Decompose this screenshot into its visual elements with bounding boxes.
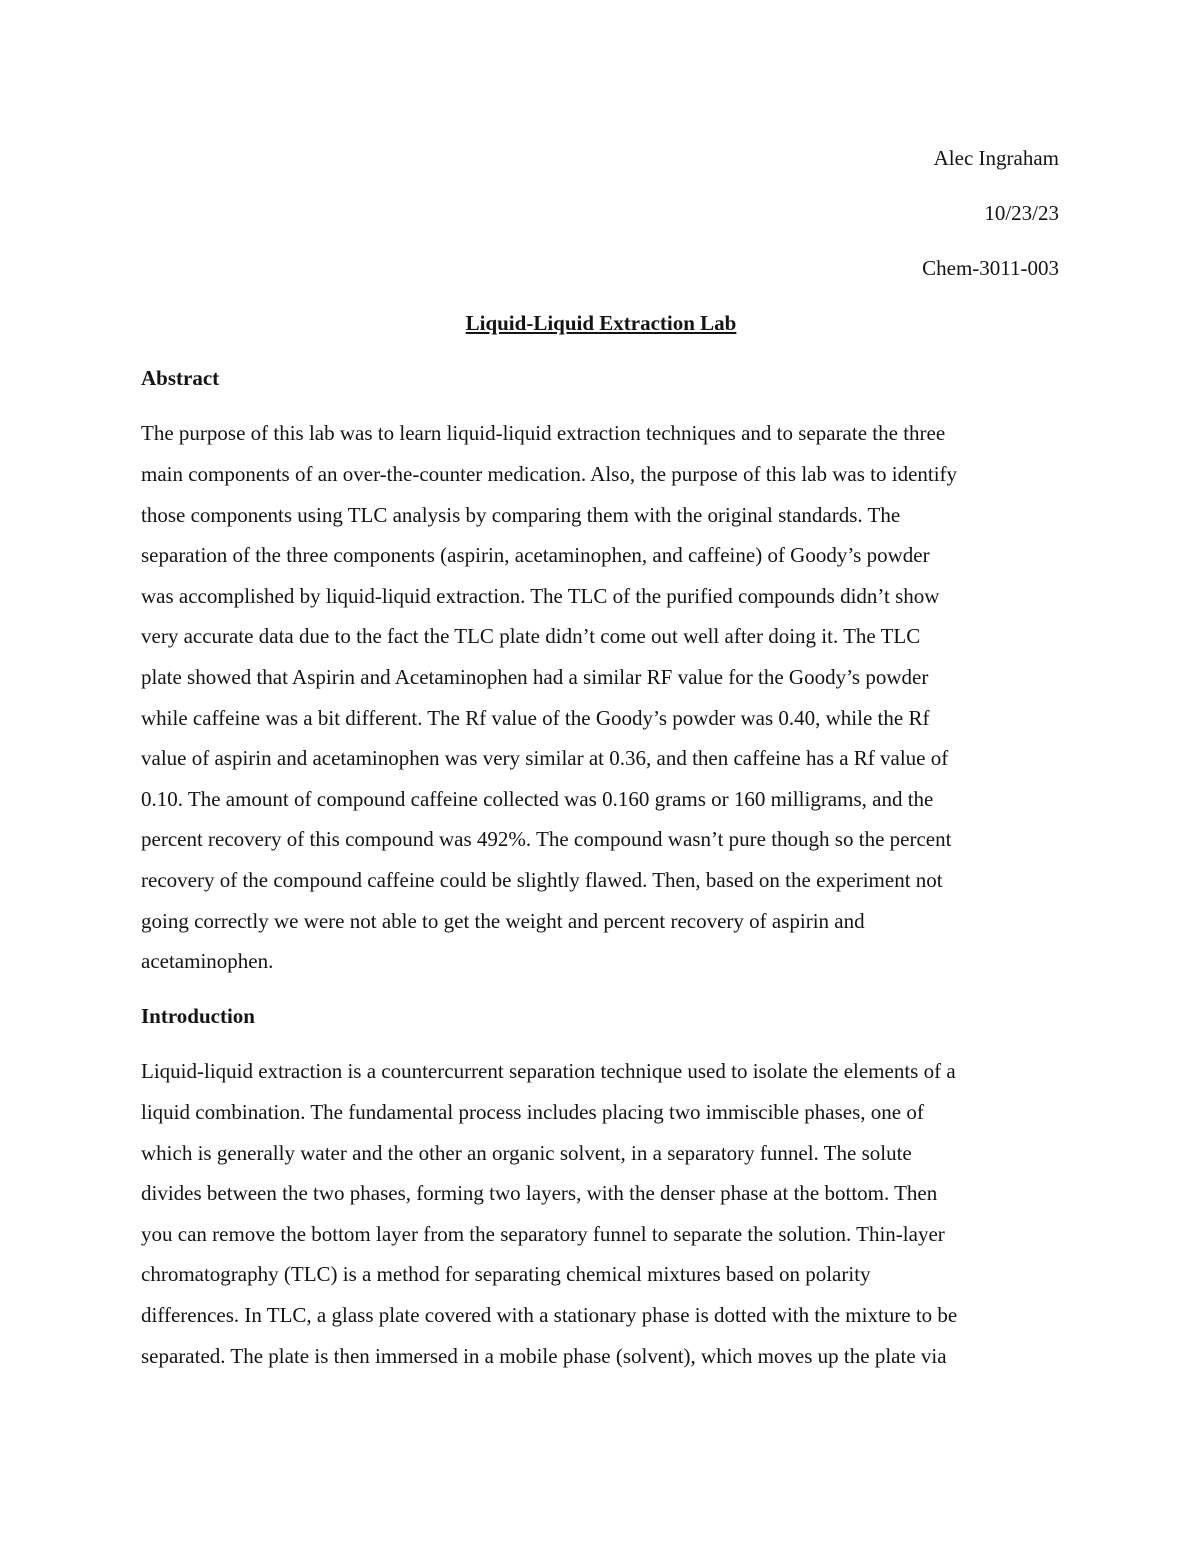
introduction-line: which is generally water and the other an organic solvent, in a separatory funnel. The solute bbox=[141, 1140, 912, 1165]
abstract-line: going correctly we were not able to get the weight and percent recovery of aspirin and bbox=[141, 908, 865, 933]
abstract-heading: Abstract bbox=[141, 366, 220, 391]
abstract-line: value of aspirin and acetaminophen was very similar at 0.36, and then caffeine has a Rf value of bbox=[141, 746, 949, 771]
introduction-paragraph bbox=[141, 1051, 1061, 1376]
author-name: Alec Ingraham bbox=[933, 146, 1059, 170]
abstract-line: those components using TLC analysis by comparing them with the original standards. The bbox=[141, 502, 901, 527]
abstract-line: percent recovery of this compound was 492%. The compound wasn’t pure though so the percent bbox=[141, 827, 952, 852]
abstract-paragraph bbox=[141, 413, 1061, 981]
report-date: 10/23/23 bbox=[984, 201, 1059, 226]
abstract-line: plate showed that Aspirin and Acetaminophen had a similar RF value for the Goody’s powder bbox=[141, 665, 929, 690]
abstract-line: acetaminophen. bbox=[141, 949, 274, 974]
abstract-line: The purpose of this lab was to learn liquid-liquid extraction techniques and to separate the three bbox=[141, 421, 946, 446]
abstract-line: was accomplished by liquid-liquid extraction. The TLC of the purified compounds didn’t show bbox=[141, 583, 940, 608]
abstract-line: 0.10. The amount of compound caffeine collected was 0.160 grams or 160 milligrams, and the bbox=[141, 786, 934, 811]
introduction-line: divides between the two phases, forming two layers, with the denser phase at the bottom. Then bbox=[141, 1181, 938, 1206]
abstract-line: main components of an over-the-counter medication. Also, the purpose of this lab was to identify bbox=[141, 462, 958, 487]
abstract-line: recovery of the compound caffeine could be slightly flawed. Then, based on the experiment not bbox=[141, 868, 943, 892]
introduction-line: liquid combination. The fundamental process includes placing two immiscible phases, one of bbox=[141, 1099, 924, 1124]
introduction-line: you can remove the bottom layer from the separatory funnel to separate the solution. Thin-layer bbox=[141, 1221, 945, 1246]
introduction-line: chromatography (TLC) is a method for separating chemical mixtures based on polarity bbox=[141, 1262, 871, 1287]
abstract-line: very accurate data due to the fact the TLC plate didn’t come out well after doing it. The TLC bbox=[141, 624, 921, 649]
abstract-line: while caffeine was a bit different. The Rf value of the Goody’s powder was 0.40, while the Rf bbox=[141, 705, 930, 730]
course-code: Chem-3011-003 bbox=[922, 256, 1059, 281]
introduction-line: separated. The plate is then immersed in a mobile phase (solvent), which moves up the plate via bbox=[141, 1343, 947, 1368]
abstract-line: separation of the three components (aspirin, acetaminophen, and caffeine) of Goody’s powder bbox=[141, 543, 930, 568]
introduction-heading: Introduction bbox=[141, 1004, 255, 1029]
introduction-line: differences. In TLC, a glass plate covered with a stationary phase is dotted with the mixture to be bbox=[141, 1302, 958, 1327]
introduction-line: Liquid-liquid extraction is a countercurrent separation technique used to isolate the elements of a bbox=[141, 1059, 956, 1084]
document-content bbox=[141, 138, 1061, 1391]
document-title: Liquid-Liquid Extraction Lab bbox=[465, 311, 737, 336]
